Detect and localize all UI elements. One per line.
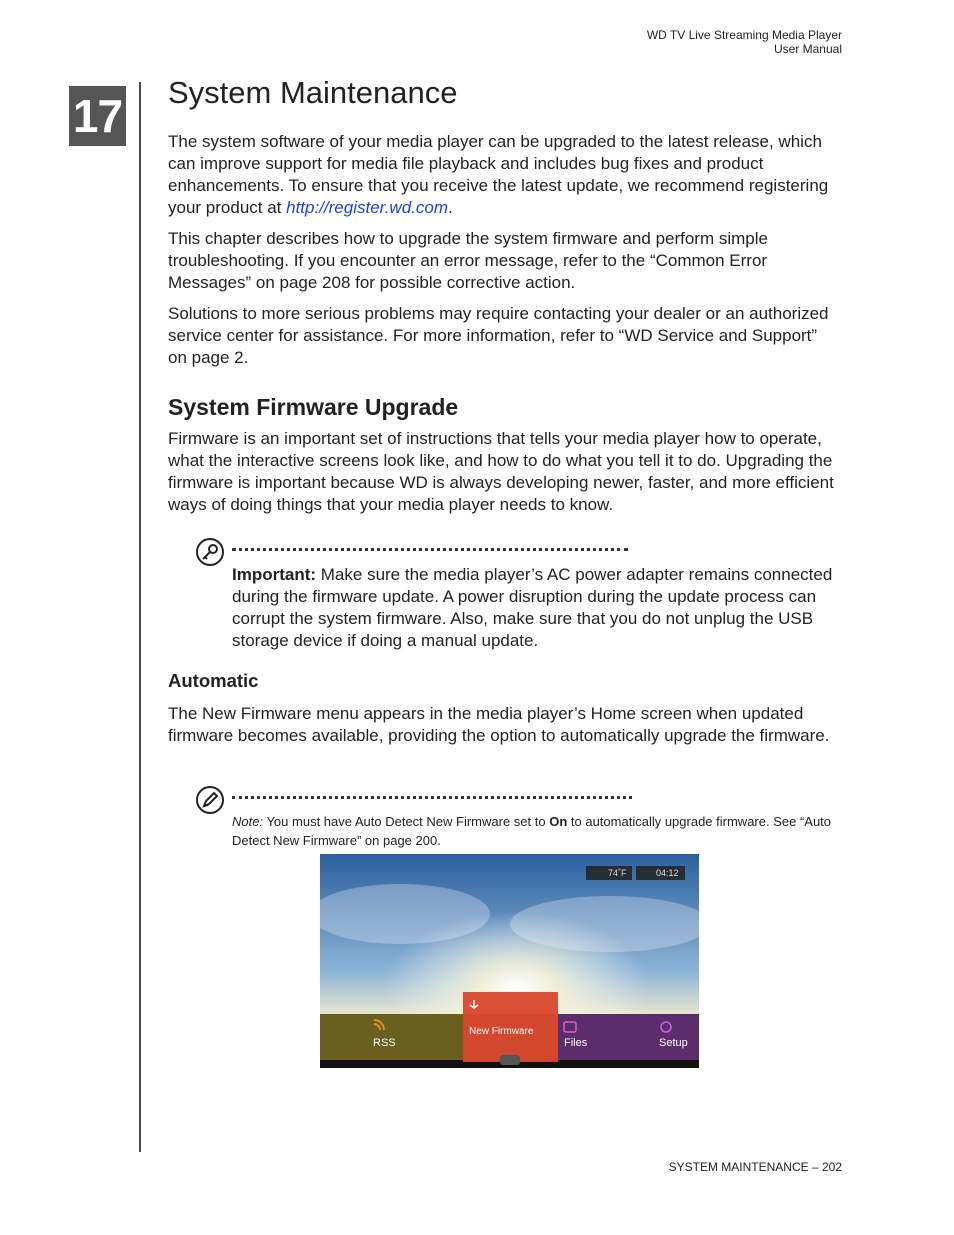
note-text: Note: You must have Auto Detect New Firmware set to On to automatically upgrade firmware. See “Auto Detect New Firmware” on page 200. — [232, 814, 832, 848]
running-header — [647, 28, 842, 56]
section-paragraph: Firmware is an important set of instructions that tells your media player how to operate, what the interactive screens look like, and how to do what you tell it to do. Upgrading the firmware is important because WD is always developing newer, faster, and more efficient ways of doing things that your media player needs to know. — [168, 429, 834, 514]
subsection-paragraph: The New Firmware menu appears in the media player’s Home screen when updated firmware becomes available, providing the option to automatically upgrade the firmware. — [168, 704, 830, 745]
header-doc-type: User Manual — [773, 42, 842, 56]
menu-item-setup[interactable]: Setup — [659, 1037, 688, 1049]
clock-readout: 04:12 — [656, 868, 679, 878]
note-divider — [232, 796, 632, 799]
callout-divider — [232, 548, 628, 551]
chapter-number: 17 — [69, 86, 126, 146]
home-screen-screenshot — [320, 854, 699, 1068]
important-text: Important: Make sure the media player’s AC power adapter remains connected during the firmware update. A power disruption during the update process can corrupt the system firmware. Also, make sure that you do not unplug the USB storage device if doing a manual update. — [232, 565, 833, 650]
key-icon — [196, 538, 224, 566]
header-product: WD TV Live Streaming Media Player — [646, 28, 842, 42]
main-content — [168, 74, 840, 516]
menu-item-files[interactable]: Files — [564, 1037, 588, 1049]
margin-rule — [139, 82, 141, 1152]
subsection-heading: Automatic — [168, 670, 259, 691]
page-title: System Maintenance — [168, 75, 458, 110]
intro-paragraph-3: Solutions to more serious problems may require contacting your dealer or an authorized service center for assistance. For more information, refer to “WD Service and Support” on page 2. — [168, 304, 829, 367]
page-footer: SYSTEM MAINTENANCE – 202 — [668, 1160, 842, 1174]
menu-item-new-firmware[interactable]: New Firmware — [469, 1026, 534, 1037]
note-icon — [196, 786, 224, 814]
automatic-section — [168, 669, 840, 747]
note-callout — [196, 786, 836, 852]
register-link[interactable]: http://register.wd.com — [286, 198, 448, 217]
weather-readout: 74˚F — [608, 868, 627, 878]
page-number: 202 — [821, 1160, 842, 1174]
intro-paragraph-2: This chapter describes how to upgrade the system firmware and perform simple troubleshooting. If you encounter an error message, refer to the “Common Error Messages” on page 208 for possible corrective action. — [168, 229, 768, 292]
intro-paragraph-1: The system software of your media player can be upgraded to the latest release, which can improve support for media file playback and includes bug fixes and product enhancements. To ensure that you receive the latest update, we recommend registering your product at http://register.wd.com. — [168, 132, 829, 217]
menu-item-rss[interactable]: RSS — [373, 1037, 396, 1049]
section-heading: System Firmware Upgrade — [168, 394, 459, 420]
important-callout — [196, 538, 836, 658]
